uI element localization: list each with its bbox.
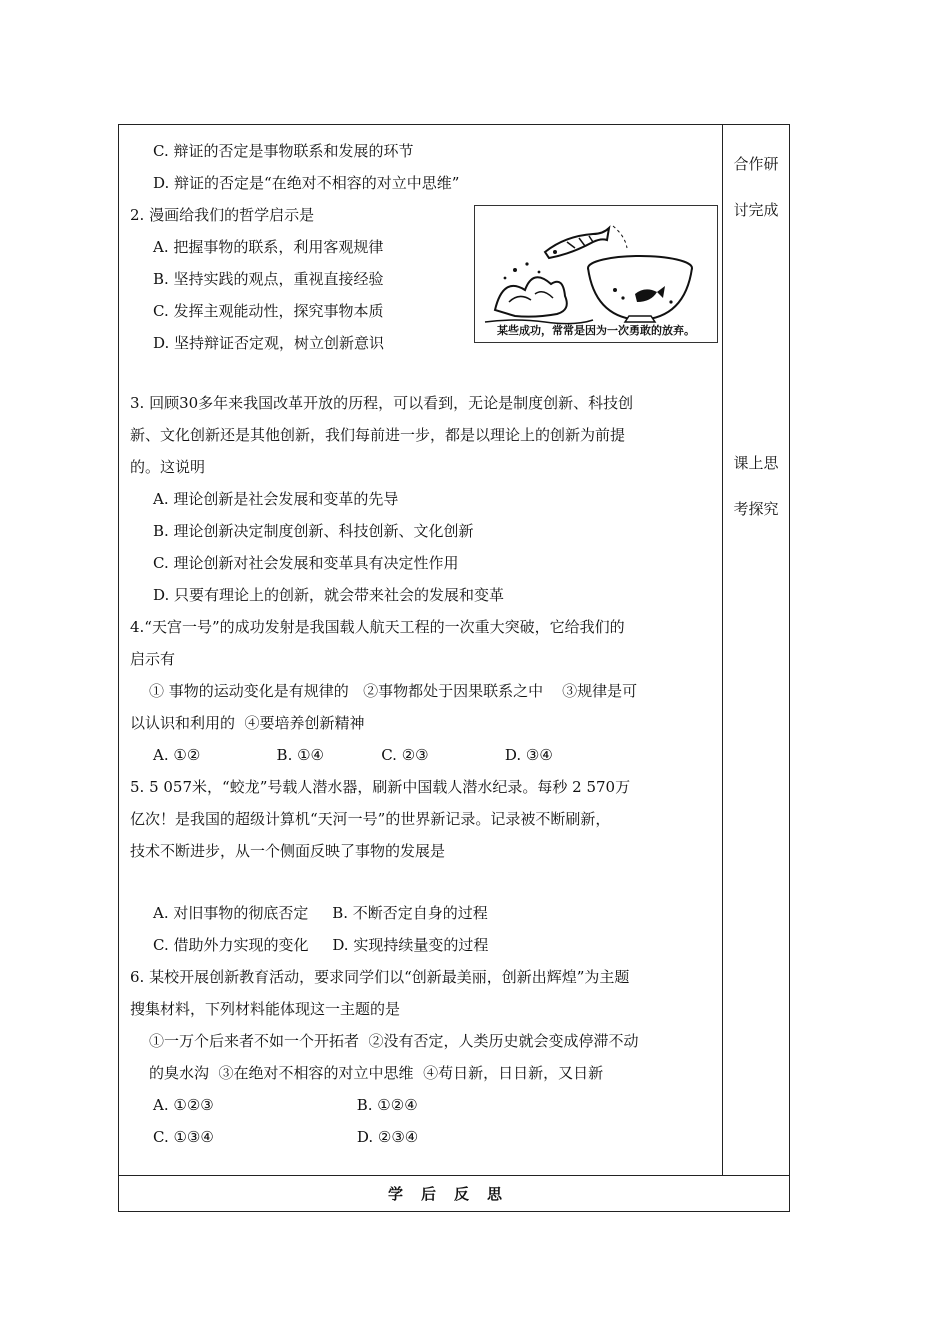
question-5-stem: 亿次！是我国的超级计算机“天河一号”的世界新记录。记录被不断刷新， bbox=[130, 810, 611, 828]
question-5-stem: 5. 5 057米，“蛟龙”号载人潜水器，刷新中国载人潜水纪录。每秒 2 570万 bbox=[130, 778, 631, 796]
option-line: C. 借助外力实现的变化 D. 实现持续量变的过程 bbox=[153, 936, 489, 954]
option-line: C. 辩证的否定是事物联系和发展的环节 bbox=[153, 142, 414, 160]
side-label-line: 讨完成 bbox=[733, 201, 779, 219]
question-6-stem: 搜集材料，下列材料能体现这一主题的是 bbox=[130, 1000, 401, 1018]
question-3-stem: 新、文化创新还是其他创新，我们每前进一步，都是以理论上的创新为前提 bbox=[130, 426, 626, 444]
side-label-cooperative bbox=[723, 141, 789, 233]
option-line: C. ①③④ D. ②③④ bbox=[153, 1128, 419, 1146]
question-6-stem: 6. 某校开展创新教育活动，要求同学们以“创新最美丽，创新出辉煌”为主题 bbox=[130, 968, 630, 986]
statement-line: ① 事物的运动变化是有规律的 ②事物都处于因果联系之中 ③规律是可 bbox=[149, 682, 638, 700]
worksheet-table bbox=[118, 124, 790, 1212]
question-5-stem: 技术不断进步，从一个侧面反映了事物的发展是 bbox=[130, 842, 446, 860]
question-3-stem: 的。这说明 bbox=[130, 458, 206, 476]
option-line: D. 坚持辩证否定观，树立创新意识 bbox=[153, 334, 385, 352]
option-line: C. 理论创新对社会发展和变革具有决定性作用 bbox=[153, 554, 459, 572]
statement-line: ①一万个后来者不如一个开拓者 ②没有否定，人类历史就会变成停滞不动 bbox=[149, 1032, 639, 1050]
side-label-line: 考探究 bbox=[733, 500, 779, 518]
fish-bowl-cartoon bbox=[474, 205, 718, 343]
side-label-thinking bbox=[723, 440, 789, 532]
post-study-reflection-heading: 学后反思 bbox=[387, 1185, 520, 1203]
question-2-stem: 2. 漫画给我们的哲学启示是 bbox=[130, 206, 315, 224]
side-label-line: 合作研 bbox=[733, 155, 779, 173]
option-line: D. 只要有理论上的创新，就会带来社会的发展和变革 bbox=[153, 586, 505, 604]
option-line: B. 理论创新决定制度创新、科技创新、文化创新 bbox=[153, 522, 474, 540]
statement-line: 的臭水沟 ③在绝对不相容的对立中思维 ④苟日新，日日新，又日新 bbox=[149, 1064, 604, 1082]
option-line: A. 理论创新是社会发展和变革的先导 bbox=[153, 490, 399, 508]
question-4-stem: 启示有 bbox=[130, 650, 176, 668]
option-line: A. ①②③ B. ①②④ bbox=[153, 1096, 418, 1114]
option-line: C. 发挥主观能动性，探究事物本质 bbox=[153, 302, 384, 320]
side-label-line: 课上思 bbox=[733, 454, 779, 472]
option-line: B. 坚持实践的观点，重视直接经验 bbox=[153, 270, 384, 288]
option-line: A. 对旧事物的彻底否定 B. 不断否定自身的过程 bbox=[153, 904, 488, 922]
statement-line: 以认识和利用的 ④要培养创新精神 bbox=[130, 714, 365, 732]
option-line: A. ①② B. ①④ C. ②③ D. ③④ bbox=[153, 746, 553, 764]
option-line: A. 把握事物的联系，利用客观规律 bbox=[153, 238, 384, 256]
option-line: D. 辩证的否定是“在绝对不相容的对立中思维” bbox=[153, 174, 460, 192]
question-4-stem: 4.“天宫一号”的成功发射是我国载人航天工程的一次重大突破，它给我们的 bbox=[130, 618, 625, 636]
question-3-stem: 3. 回顾30多年来我国改革开放的历程，可以看到，无论是制度创新、科技创 bbox=[130, 394, 634, 412]
cartoon-caption: 某些成功，常常是因为一次勇敢的放弃。 bbox=[497, 324, 695, 337]
column-divider bbox=[722, 125, 723, 1175]
